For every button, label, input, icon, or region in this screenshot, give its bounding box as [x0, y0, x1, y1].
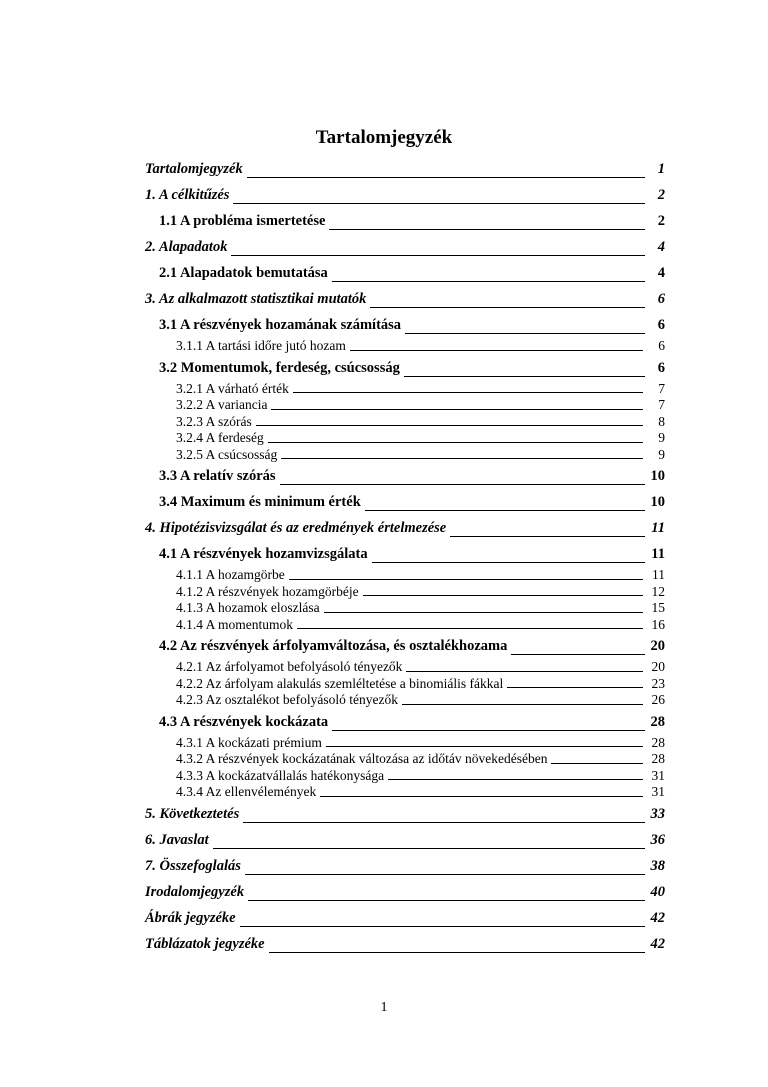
toc-entry-label: 4.3.1 A kockázati prémium	[176, 734, 322, 750]
toc-leader-line	[280, 484, 645, 485]
toc-entry[interactable]	[145, 463, 665, 489]
toc-entry-label: 4.1.3 A hozamok eloszlása	[176, 600, 320, 615]
toc-entry-page-number: 40	[650, 883, 665, 900]
toc-entry-page-number: 11	[652, 567, 665, 582]
toc-entry[interactable]	[145, 447, 665, 464]
toc-entry-label: 4.2.3 Az osztalékot befolyásoló tényezők	[176, 692, 398, 707]
toc-entry-page-number: 7	[658, 397, 665, 412]
toc-entry[interactable]	[145, 515, 665, 541]
toc-entry-label: 2.1 Alapadatok bemutatása	[159, 265, 328, 281]
toc-entry[interactable]	[145, 397, 665, 414]
toc-entry-page-number: 20	[650, 638, 665, 654]
toc-leader-line	[406, 671, 643, 672]
toc-leader-line	[269, 952, 645, 953]
toc-entry-page-number: 6	[658, 338, 665, 353]
toc-entry-page-number: 2	[657, 187, 665, 203]
toc-leader-line	[329, 229, 645, 230]
toc-entry[interactable]	[145, 801, 665, 827]
toc-entry-label: 6. Javaslat	[145, 831, 209, 848]
toc-entry-label: 1. A célkitűzés	[145, 187, 230, 203]
toc-entry[interactable]	[145, 260, 665, 286]
toc-entry[interactable]	[145, 784, 665, 801]
toc-leader-line	[350, 350, 643, 351]
toc-leader-line	[233, 203, 645, 204]
toc-entry-page-number: 8	[658, 413, 665, 429]
toc-entry[interactable]	[145, 751, 665, 768]
toc-entry-page-number: 6	[657, 291, 665, 307]
toc-entry[interactable]	[145, 381, 665, 398]
toc-entry[interactable]	[145, 676, 665, 693]
toc-entry-page-number: 1	[657, 161, 665, 177]
toc-entry[interactable]	[145, 584, 665, 601]
toc-leader-line	[243, 822, 644, 823]
table-of-contents	[145, 156, 665, 957]
toc-entry-label: 4.1.1 A hozamgörbe	[176, 567, 285, 582]
toc-entry-page-number: 16	[651, 616, 665, 632]
toc-entry[interactable]	[145, 208, 665, 234]
toc-entry-label: 3.2.5 A csúcsosság	[176, 446, 278, 462]
toc-entry-page-number: 7	[658, 380, 665, 396]
toc-entry-label: Ábrák jegyzéke	[145, 909, 236, 926]
toc-entry-label: 4.2.2 Az árfolyam alakulás szemléltetése a binomiális fákkal	[176, 675, 504, 691]
toc-entry[interactable]	[145, 768, 665, 785]
toc-entry-label: 3.2 Momentumok, ferdeség, csúcsosság	[159, 359, 400, 376]
toc-entry[interactable]	[145, 692, 665, 709]
toc-entry[interactable]	[145, 853, 665, 879]
toc-entry-label: 3.1 A részvények hozamának számítása	[159, 317, 402, 333]
toc-leader-line	[320, 796, 643, 797]
toc-entry[interactable]	[145, 600, 665, 617]
toc-leader-line	[248, 900, 644, 901]
toc-leader-line	[370, 307, 645, 308]
toc-entry-page-number: 12	[651, 583, 665, 599]
toc-entry-page-number: 11	[651, 546, 665, 562]
toc-leader-line	[297, 628, 643, 629]
toc-entry-page-number: 23	[651, 675, 665, 691]
toc-entry-label: 4.1.4 A momentumok	[176, 616, 294, 632]
toc-entry-label: 3.3 A relatív szórás	[159, 468, 276, 484]
toc-leader-line	[332, 281, 645, 282]
toc-entry-page-number: 36	[650, 831, 665, 848]
toc-leader-line	[372, 562, 645, 563]
toc-entry[interactable]	[145, 286, 665, 312]
toc-leader-line	[213, 848, 645, 849]
toc-entry-page-number: 28	[651, 734, 665, 750]
toc-entry[interactable]	[145, 931, 665, 957]
toc-leader-line	[289, 579, 643, 580]
toc-entry-page-number: 42	[650, 909, 665, 926]
toc-leader-line	[293, 392, 643, 393]
toc-entry-page-number: 28	[650, 713, 665, 730]
toc-entry-page-number: 38	[650, 857, 665, 874]
toc-entry-page-number: 26	[651, 692, 665, 707]
toc-entry-page-number: 11	[651, 520, 665, 536]
toc-entry[interactable]	[145, 709, 665, 735]
toc-entry-page-number: 31	[651, 784, 665, 799]
toc-leader-line	[326, 746, 643, 747]
toc-entry-label: 3.2.3 A szórás	[176, 413, 252, 429]
toc-leader-line	[365, 510, 645, 511]
toc-entry-page-number: 42	[650, 935, 665, 952]
toc-entry-label: 7. Összefoglalás	[145, 857, 241, 874]
toc-leader-line	[256, 425, 643, 426]
toc-entry-page-number: 28	[651, 751, 665, 766]
toc-leader-line	[240, 926, 645, 927]
toc-entry-label: 4.3.2 A részvények kockázatának változása az időtáv növekedésében	[176, 751, 548, 766]
toc-leader-line	[245, 874, 645, 875]
toc-entry-label: Tartalomjegyzék	[145, 161, 243, 177]
toc-entry-page-number: 20	[651, 659, 665, 674]
toc-entry-page-number: 31	[651, 767, 665, 783]
toc-entry-label: 3. Az alkalmazott statisztikai mutatók	[145, 291, 367, 307]
toc-entry-label: 4.3.3 A kockázatvállalás hatékonysága	[176, 767, 385, 783]
toc-entry[interactable]	[145, 659, 665, 676]
toc-entry-label: Táblázatok jegyzéke	[145, 935, 265, 952]
toc-entry-label: 2. Alapadatok	[145, 239, 228, 255]
toc-leader-line	[271, 409, 643, 410]
toc-leader-line	[404, 376, 645, 377]
toc-entry[interactable]	[145, 355, 665, 381]
toc-leader-line	[388, 779, 643, 780]
toc-leader-line	[231, 255, 645, 256]
toc-entry-page-number: 6	[657, 359, 665, 376]
toc-entry[interactable]	[145, 414, 665, 431]
toc-entry-label: 3.2.2 A variancia	[176, 397, 268, 412]
toc-entry-label: 3.1.1 A tartási időre jutó hozam	[176, 338, 346, 353]
toc-entry[interactable]	[145, 489, 665, 515]
toc-entry[interactable]	[145, 156, 665, 182]
toc-leader-line	[511, 654, 644, 655]
toc-entry[interactable]	[145, 567, 665, 584]
toc-entry-label: 4.1.2 A részvények hozamgörbéje	[176, 583, 359, 599]
toc-leader-line	[402, 704, 643, 705]
toc-entry[interactable]	[145, 312, 665, 338]
toc-entry-label: 4.3 A részvények kockázata	[159, 713, 329, 730]
toc-entry-page-number: 10	[650, 494, 665, 510]
toc-entry-page-number: 9	[658, 430, 665, 445]
toc-entry-label: 3.2.1 A várható érték	[176, 380, 289, 396]
toc-entry-label: 4.1 A részvények hozamvizsgálata	[159, 546, 368, 562]
toc-entry-label: 4.2.1 Az árfolyamot befolyásoló tényezők	[176, 659, 403, 674]
toc-leader-line	[551, 763, 643, 764]
toc-leader-line	[281, 458, 643, 459]
toc-entry[interactable]	[145, 338, 665, 355]
toc-entry-label: Irodalomjegyzék	[145, 883, 245, 900]
toc-entry-label: 4. Hipotézisvizsgálat és az eredmények értelmezése	[145, 520, 447, 536]
toc-leader-line	[405, 333, 645, 334]
toc-entry[interactable]	[145, 633, 665, 659]
toc-leader-line	[324, 612, 643, 613]
toc-entry[interactable]	[145, 827, 665, 853]
toc-entry-page-number: 2	[657, 213, 665, 229]
toc-entry[interactable]	[145, 234, 665, 260]
toc-leader-line	[450, 536, 645, 537]
toc-entry-page-number: 6	[657, 317, 665, 333]
toc-leader-line	[507, 687, 643, 688]
toc-entry-label: 1.1 A probléma ismertetése	[159, 213, 326, 229]
toc-leader-line	[332, 730, 644, 731]
toc-entry-page-number: 4	[657, 239, 665, 255]
toc-entry[interactable]	[145, 735, 665, 752]
toc-leader-line	[363, 595, 643, 596]
toc-entry-label: 3.2.4 A ferdeség	[176, 430, 264, 445]
toc-entry-label: 5. Következtetés	[145, 805, 240, 822]
toc-entry[interactable]	[145, 617, 665, 634]
toc-entry-page-number: 10	[650, 468, 665, 484]
toc-entry-page-number: 9	[658, 446, 665, 462]
toc-entry[interactable]	[145, 879, 665, 905]
toc-entry-page-number: 15	[651, 600, 665, 615]
toc-entry[interactable]	[145, 541, 665, 567]
toc-entry-label: 4.2 Az részvények árfolyamváltozása, és osztalékhozama	[159, 638, 508, 654]
toc-entry-page-number: 4	[657, 265, 665, 281]
page-number: 1	[380, 1000, 388, 1015]
toc-entry-page-number: 33	[650, 805, 665, 822]
toc-leader-line	[247, 177, 645, 178]
toc-entry[interactable]	[145, 430, 665, 447]
toc-leader-line	[268, 442, 643, 443]
document-title: Tartalomjegyzék	[315, 127, 453, 148]
toc-entry-label: 3.4 Maximum és minimum érték	[159, 494, 361, 510]
toc-entry[interactable]	[145, 905, 665, 931]
toc-entry-label: 4.3.4 Az ellenvélemények	[176, 784, 317, 799]
toc-entry[interactable]	[145, 182, 665, 208]
